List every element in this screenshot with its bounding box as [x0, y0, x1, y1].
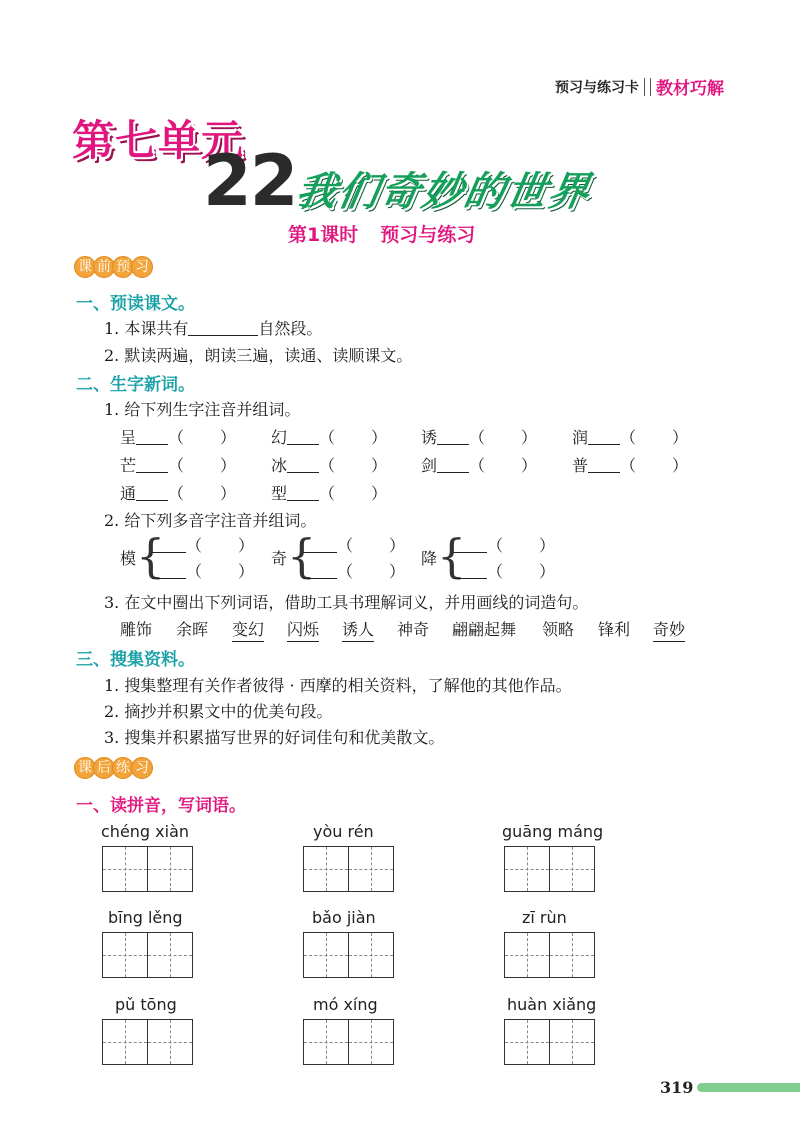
word-list — [120, 617, 720, 641]
lesson-number: 22 — [203, 140, 297, 222]
paren: ） — [672, 456, 689, 475]
writing-grid[interactable] — [102, 846, 193, 892]
s2-question-2: 2. 给下列多音字注音并组词。 — [104, 511, 317, 530]
s2-question-1: 1. 给下列生字注音并组词。 — [104, 400, 301, 419]
brace-icon: { — [287, 529, 317, 583]
paren: ） — [371, 428, 388, 447]
writing-grid[interactable] — [303, 1019, 394, 1065]
paren: ） — [371, 456, 388, 475]
paren: ） — [238, 536, 255, 555]
s1-question-1 — [104, 316, 322, 339]
header-divider — [644, 78, 651, 96]
q1-after: 自然段。 — [258, 319, 323, 338]
pinyin-blank[interactable] — [136, 472, 168, 473]
tag-char: 课 — [74, 757, 96, 779]
page-header — [555, 74, 724, 99]
multi-char-group — [120, 529, 260, 583]
writing-grid[interactable] — [102, 932, 193, 978]
grid-cell[interactable] — [103, 1020, 147, 1064]
grid-cell[interactable] — [348, 847, 393, 891]
page-bar — [697, 1083, 800, 1092]
tag-char: 习 — [131, 256, 153, 278]
multi-char: 奇 — [271, 549, 288, 568]
paren: ） — [521, 456, 538, 475]
grid-cell[interactable] — [147, 1020, 192, 1064]
pinyin-blank[interactable] — [152, 578, 186, 579]
word-underlined: 奇妙 — [653, 617, 685, 642]
pinyin-label: yòu rén — [313, 822, 374, 841]
pinyin-blank[interactable] — [303, 552, 337, 553]
char: 呈 — [120, 428, 137, 447]
paren: ） — [389, 562, 406, 581]
period-subtitle: 预习与练习 — [380, 224, 476, 246]
s3-item-3: 3. 搜集并积累描写世界的好词佳句和优美散文。 — [104, 728, 445, 747]
pinyin-label: zī rùn — [522, 908, 567, 927]
paren: （ — [487, 562, 504, 581]
paren: ） — [371, 484, 388, 503]
tag-char: 前 — [93, 256, 115, 278]
char: 幻 — [271, 428, 288, 447]
char: 剑 — [421, 456, 438, 475]
char: 润 — [572, 428, 589, 447]
paren: （ — [168, 428, 185, 447]
paren: （ — [186, 562, 203, 581]
paren: ） — [539, 536, 556, 555]
char-item — [120, 481, 236, 504]
char-item — [421, 453, 537, 476]
pinyin-blank[interactable] — [287, 444, 319, 445]
paren: （ — [337, 536, 354, 555]
tag-char: 课 — [74, 256, 96, 278]
grid-cell[interactable] — [304, 933, 348, 977]
pinyin-label: mó xíng — [313, 995, 378, 1014]
pinyin-blank[interactable] — [303, 578, 337, 579]
grid-cell[interactable] — [348, 1020, 393, 1064]
pinyin-blank[interactable] — [152, 552, 186, 553]
word-underlined: 诱人 — [342, 617, 374, 642]
grid-cell[interactable] — [505, 847, 549, 891]
paren: ） — [539, 562, 556, 581]
pinyin-blank[interactable] — [437, 444, 469, 445]
paren: （ — [337, 562, 354, 581]
grid-cell[interactable] — [549, 847, 594, 891]
char: 芒 — [120, 456, 137, 475]
grid-cell[interactable] — [147, 933, 192, 977]
word: 翩翩起舞 — [452, 620, 517, 639]
tag-char: 习 — [131, 757, 153, 779]
pinyin-label: huàn xiǎng — [507, 995, 597, 1014]
paren: ） — [238, 562, 255, 581]
multi-char: 模 — [120, 549, 137, 568]
pinyin-blank[interactable] — [136, 444, 168, 445]
char-item — [271, 453, 387, 476]
pinyin-label: chéng xiàn — [101, 822, 190, 841]
section-2-title: 二、生字新词。 — [76, 375, 195, 395]
paren: （ — [319, 456, 336, 475]
paren: ） — [220, 484, 237, 503]
grid-cell[interactable] — [348, 933, 393, 977]
multi-char-group — [271, 529, 411, 583]
pinyin-blank[interactable] — [287, 500, 319, 501]
writing-grid[interactable] — [504, 1019, 595, 1065]
word: 神奇 — [397, 620, 430, 639]
writing-grid[interactable] — [504, 932, 595, 978]
lesson-title: 我们奇妙的世界 — [292, 169, 595, 215]
s3-item-1: 1. 搜集整理有关作者彼得 · 西摩的相关资料，了解他的其他作品。 — [104, 676, 572, 695]
paren: （ — [319, 484, 336, 503]
char-item — [572, 425, 688, 448]
char: 普 — [572, 456, 589, 475]
word: 雕饰 — [120, 620, 153, 639]
multi-char-group — [421, 529, 561, 583]
writing-grid[interactable] — [303, 846, 394, 892]
tag-pre-study — [74, 256, 150, 278]
char-item — [421, 425, 537, 448]
word: 领略 — [542, 620, 575, 639]
brace-icon: { — [437, 529, 467, 583]
q1-before: 1. 本课共有 — [104, 319, 189, 338]
section-1-title: 一、预读课文。 — [76, 294, 195, 314]
word: 余晖 — [176, 620, 209, 639]
paren: （ — [319, 428, 336, 447]
pinyin-blank[interactable] — [136, 500, 168, 501]
paren: （ — [168, 456, 185, 475]
grid-cell[interactable] — [549, 933, 594, 977]
s1-question-2: 2. 默读两遍，朗读三遍，读通、读顺课文。 — [104, 346, 413, 365]
grid-cell[interactable] — [103, 933, 147, 977]
tag-char: 练 — [112, 757, 134, 779]
char: 型 — [271, 484, 288, 503]
period-label: 第1课时 — [288, 224, 359, 246]
grid-cell[interactable] — [304, 1020, 348, 1064]
char-item — [120, 425, 236, 448]
period-title — [288, 220, 475, 247]
pinyin-blank[interactable] — [453, 552, 487, 553]
grid-cell[interactable] — [103, 847, 147, 891]
grid-cell[interactable] — [505, 933, 549, 977]
header-brand: 教材巧解 — [656, 79, 724, 99]
brace-icon: { — [136, 529, 166, 583]
grid-cell[interactable] — [505, 1020, 549, 1064]
char-item — [271, 481, 387, 504]
char-item — [271, 425, 387, 448]
paren: （ — [469, 456, 486, 475]
paren: ） — [521, 428, 538, 447]
pinyin-label: bǎo jiàn — [312, 908, 376, 927]
pinyin-blank[interactable] — [437, 472, 469, 473]
tag-char: 预 — [112, 256, 134, 278]
grid-cell[interactable] — [549, 1020, 594, 1064]
writing-grid[interactable] — [102, 1019, 193, 1065]
writing-grid[interactable] — [504, 846, 595, 892]
answer-blank[interactable] — [188, 335, 258, 336]
grid-cell[interactable] — [147, 847, 192, 891]
paren: （ — [487, 536, 504, 555]
pinyin-label: bīng lěng — [108, 908, 183, 927]
paren: （ — [469, 428, 486, 447]
char-item — [120, 453, 236, 476]
s2-question-3: 3. 在文中圈出下列词语，借助工具书理解词义，并用画线的词造句。 — [104, 593, 589, 612]
paren: （ — [168, 484, 185, 503]
pinyin-blank[interactable] — [588, 472, 620, 473]
pinyin-blank[interactable] — [588, 444, 620, 445]
word-underlined: 变幻 — [232, 617, 264, 642]
char: 冰 — [271, 456, 288, 475]
post-section-title: 一、读拼音，写词语。 — [76, 796, 246, 816]
word: 锋利 — [598, 620, 631, 639]
pinyin-label: pǔ tōng — [115, 995, 177, 1014]
paren: ） — [672, 428, 689, 447]
section-3-title: 三、搜集资料。 — [76, 650, 195, 670]
grid-cell[interactable] — [304, 847, 348, 891]
paren: （ — [620, 456, 637, 475]
paren: ） — [220, 456, 237, 475]
char: 通 — [120, 484, 137, 503]
unit-title: 第七单元 — [72, 116, 245, 165]
pinyin-label: guāng máng — [502, 822, 604, 841]
page-number: 319 — [660, 1078, 694, 1097]
char: 诱 — [421, 428, 438, 447]
paren: （ — [620, 428, 637, 447]
paren: ） — [389, 536, 406, 555]
s3-item-2: 2. 摘抄并积累文中的优美句段。 — [104, 702, 333, 721]
paren: ） — [220, 428, 237, 447]
tag-post-practice — [74, 757, 150, 779]
multi-char: 降 — [421, 549, 438, 568]
header-label: 预习与练习卡 — [555, 79, 639, 96]
word-underlined: 闪烁 — [287, 617, 319, 642]
writing-grid[interactable] — [303, 932, 394, 978]
tag-char: 后 — [93, 757, 115, 779]
pinyin-blank[interactable] — [453, 578, 487, 579]
paren: （ — [186, 536, 203, 555]
pinyin-blank[interactable] — [287, 472, 319, 473]
char-item — [572, 453, 688, 476]
